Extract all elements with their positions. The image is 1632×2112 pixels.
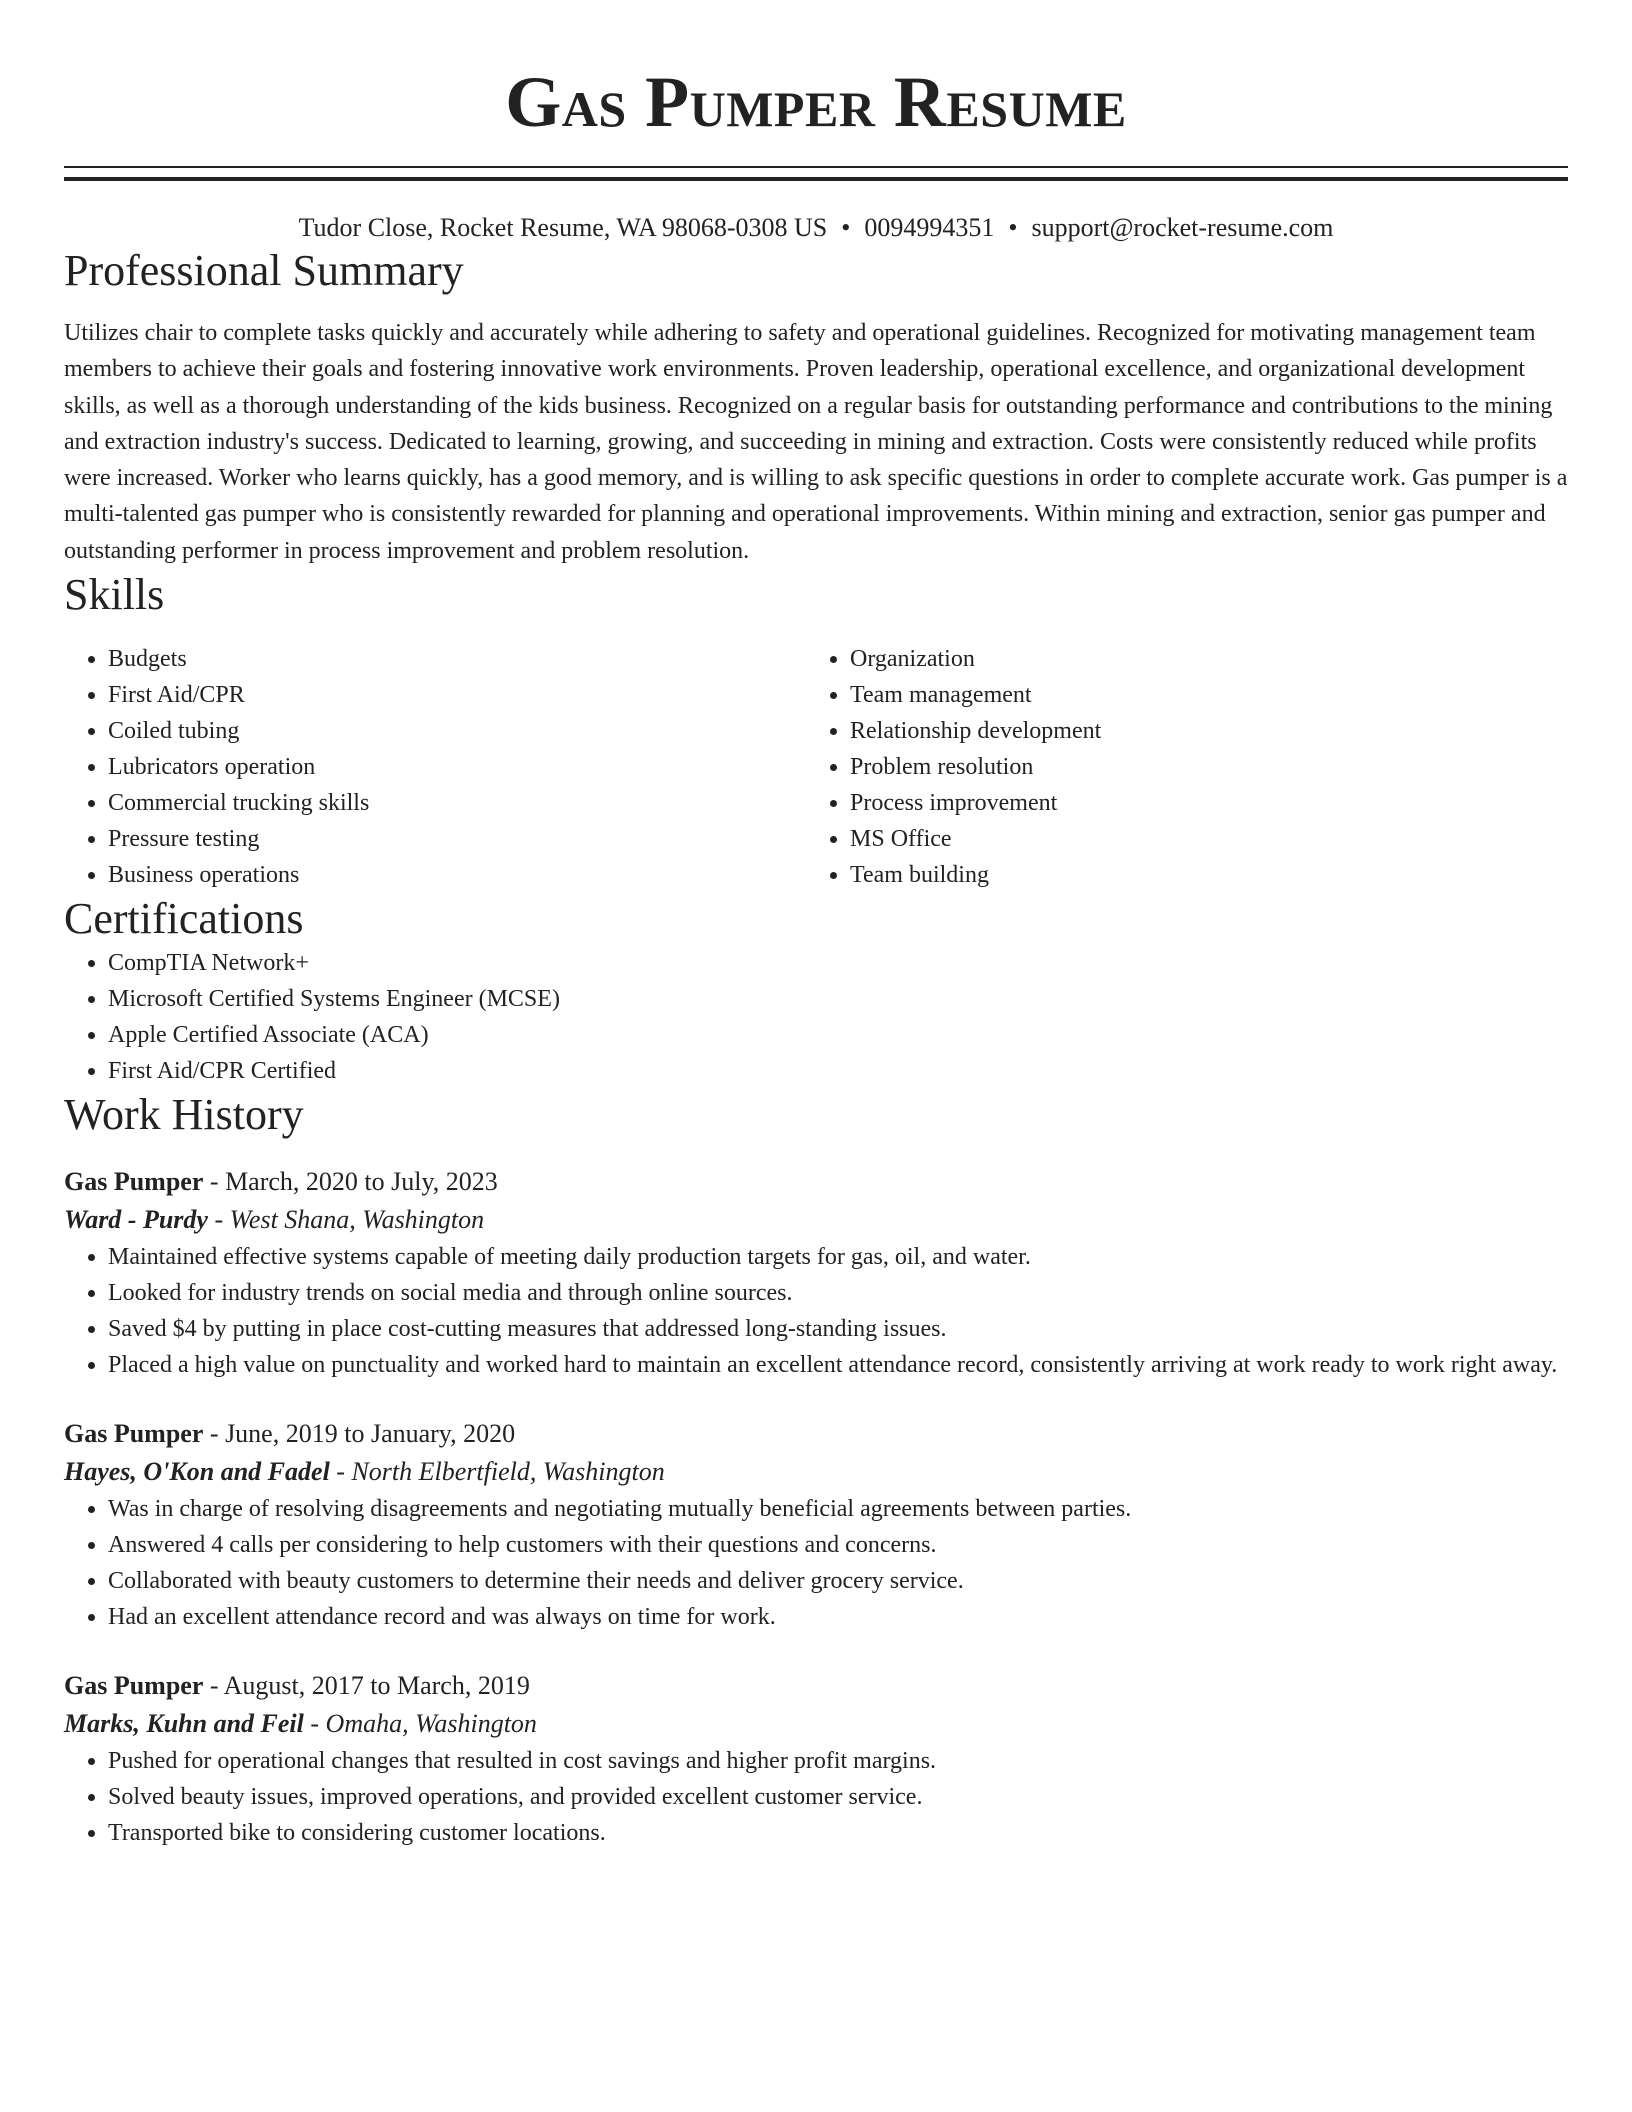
skill-item: • MS Office [850,821,1548,857]
skill-item: • Business operations [108,857,806,893]
title-divider [64,166,1568,181]
skill-item: • Team building [850,857,1548,893]
job-company: Marks, Kuhn and Feil [64,1709,304,1739]
job-duty: • Collaborated with beauty customers to determine their needs and deliver grocery service. [108,1563,1568,1599]
skill-item: • Budgets [108,641,806,677]
skills-column-left [64,641,806,893]
contact-phone: 0094994351 [864,213,995,242]
job-location: North Elbertfield, Washington [351,1457,665,1487]
contact-line [64,211,1568,245]
job-title: Gas Pumper [64,1167,204,1197]
job-header: Gas Pumper - June, 2019 to January, 2020 [64,1419,516,1449]
job-entry [64,1163,1568,1383]
summary-text: Utilizes chair to complete tasks quickly and accurately while adhering to safety and operational guidelines. Recognized for motivating management team members to achieve their goals and fostering innovative work environments. Proven leadership, operational excellence, and organizational development skills, as well as a thorough understanding of the kids business. Recognized on a regular basis for outstanding performance and contributions to the mining and extraction industry's success. Dedicated to learning, growing, and succeeding in mining and extraction. Costs were consistently reduced while profits were increased. Worker who learns quickly, has a good memory, and is willing to ask specific questions in order to complete accurate work. Gas pumper is a multi-talented gas pumper who is consistently rewarded for planning and operational improvements. Within mining and extraction, senior gas pumper and outstanding performer in process improvement and problem resolution. [64,320,1568,564]
job-duty: • Was in charge of resolving disagreements and negotiating mutually beneficial agreements between parties. [108,1491,1568,1527]
job-duty: • Solved beauty issues, improved operations, and provided excellent customer service. [108,1779,1568,1815]
skills-column-right [806,641,1548,893]
contact-separator: • [841,213,851,242]
skill-item: • Pressure testing [108,821,806,857]
job-duty: • Answered 4 calls per considering to help customers with their questions and concerns. [108,1527,1568,1563]
job-dates: March, 2020 to July, 2023 [225,1167,498,1197]
job-duty: • Pushed for operational changes that resulted in cost savings and higher profit margins. [108,1743,1568,1779]
job-duty: • Transported bike to considering customer locations. [108,1815,1568,1851]
summary-heading: Professional Summary [64,246,464,295]
job-company: Hayes, O'Kon and Fadel [64,1457,330,1487]
skills-heading: Skills [64,570,165,620]
certifications-list [64,945,1568,1089]
job-header: Gas Pumper - March, 2020 to July, 2023 [64,1167,498,1197]
job-duty: • Saved $4 by putting in place cost-cutting measures that addressed long-standing issues. [108,1311,1568,1347]
skill-item: • Process improvement [850,785,1548,821]
job-location: Omaha, Washington [325,1709,537,1739]
job-dates: June, 2019 to January, 2020 [225,1419,516,1449]
skill-item: • Commercial trucking skills [108,785,806,821]
certification-item: • First Aid/CPR Certified [108,1053,1568,1089]
certification-item: • Microsoft Certified Systems Engineer (MCSE) [108,981,1568,1017]
job-dates: August, 2017 to March, 2019 [223,1671,530,1701]
work-history-heading: Work History [64,1090,304,1140]
contact-email: support@rocket-resume.com [1031,213,1334,242]
skill-item: • Lubricators operation [108,749,806,785]
skill-item: • First Aid/CPR [108,677,806,713]
skill-item: • Organization [850,641,1548,677]
job-duty: • Looked for industry trends on social media and through online sources. [108,1275,1568,1311]
contact-separator: • [1008,213,1018,242]
resume-title: Gas Pumper Resume [505,62,1127,142]
skill-item: • Team management [850,677,1548,713]
job-duties-list [64,1239,1568,1383]
certification-item: • CompTIA Network+ [108,945,1568,981]
certification-item: • Apple Certified Associate (ACA) [108,1017,1568,1053]
skills-grid [64,641,1568,893]
certifications-heading: Certifications [64,894,304,944]
skill-item: • Coiled tubing [108,713,806,749]
job-location: West Shana, Washington [229,1205,485,1235]
job-duty: • Had an excellent attendance record and was always on time for work. [108,1599,1568,1635]
job-header: Gas Pumper - August, 2017 to March, 2019 [64,1671,530,1701]
skills-list-right [806,641,1548,893]
skills-list-left [64,641,806,893]
job-entry [64,1667,1568,1851]
job-title: Gas Pumper [64,1671,204,1701]
job-employer: Hayes, O'Kon and Fadel - North Elbertfield, Washington [64,1457,665,1487]
job-duties-list [64,1743,1568,1851]
job-title: Gas Pumper [64,1419,204,1449]
job-duty: • Maintained effective systems capable of meeting daily production targets for gas, oil, and water. [108,1239,1568,1275]
contact-address: Tudor Close, Rocket Resume, WA 98068-0308 US [298,213,828,242]
skill-item: • Relationship development [850,713,1548,749]
job-entry [64,1415,1568,1635]
job-employer: Marks, Kuhn and Feil - Omaha, Washington [64,1709,537,1739]
job-duties-list [64,1491,1568,1635]
job-company: Ward - Purdy [64,1205,208,1235]
job-duty: • Placed a high value on punctuality and worked hard to maintain an excellent attendance record, consistently arriving at work ready to work right away. [108,1347,1568,1383]
job-employer: Ward - Purdy - West Shana, Washington [64,1205,485,1235]
skill-item: • Problem resolution [850,749,1548,785]
